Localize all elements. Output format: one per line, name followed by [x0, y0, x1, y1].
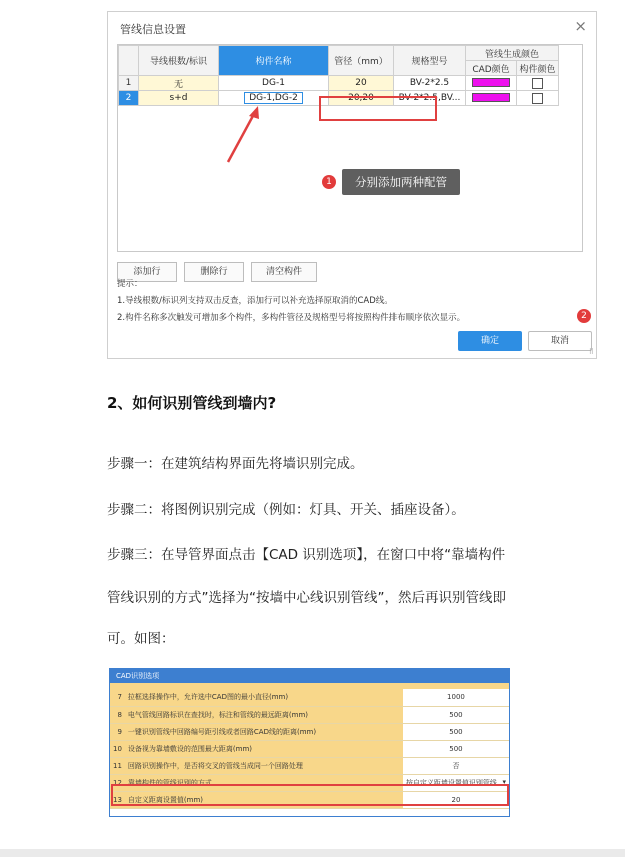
resize-grip-icon[interactable]: ⠿ — [588, 348, 594, 356]
chevron-down-icon: ▾ — [502, 777, 506, 786]
ok-button[interactable]: 确定 — [458, 331, 522, 351]
bottom-bar — [0, 849, 625, 857]
option-label: 靠墙构件的管线识别的方式 — [125, 774, 403, 791]
cell-wires[interactable]: 无 — [139, 76, 219, 91]
row-number: 12 — [110, 774, 125, 791]
step-one-text: 步骤一：在建筑结构界面先将墙识别完成。 — [107, 456, 364, 472]
row-number: 2 — [119, 91, 139, 106]
step-two-text: 步骤二：将图例识别完成（例如：灯具、开关、插座设备）。 — [107, 502, 465, 518]
step-three-text-1: 步骤三：在导管界面点击【CAD 识别选项】，在窗口中将“靠墙构件 — [107, 547, 506, 563]
row-number: 11 — [110, 757, 125, 774]
header-cad-color: CAD颜色 — [466, 61, 517, 76]
step-badge-1: 1 — [322, 175, 336, 189]
pipe-info-dialog — [107, 11, 597, 359]
callout-tip: 分别添加两种配管 — [342, 169, 460, 195]
hint-line-1: 1.导线根数/标识列支持双击反查，添加行可以补充选择原取消的CAD线。 — [117, 296, 393, 306]
highlight-box — [111, 784, 509, 806]
option-label: 回路识别操作中，是否将交叉的管线当成同一个回路处理 — [125, 757, 403, 774]
table-row[interactable] — [110, 723, 509, 740]
row-number: 10 — [110, 740, 125, 757]
row-number: 7 — [110, 689, 125, 706]
option-value[interactable]: 否 — [403, 757, 509, 774]
add-row-button[interactable]: 添加行 — [117, 262, 177, 282]
header-comp-color: 构件颜色 — [517, 61, 559, 76]
close-icon[interactable]: × — [574, 17, 587, 35]
table-row[interactable] — [110, 757, 509, 774]
option-value[interactable]: 1000 — [403, 689, 509, 706]
option-label: 拉框选择操作中，允许选中CAD图的最小直径(mm) — [125, 689, 403, 706]
cad-options-screenshot — [109, 668, 510, 817]
option-label: 电气管线回路标识在查找时，标注和管线的最远距离(mm) — [125, 706, 403, 723]
cell-spec[interactable]: BV-2*2.5,BV... — [394, 91, 466, 106]
select-value: 按自定义距墙设置值识别管线 — [405, 778, 497, 787]
header-color-group: 管线生成颜色 — [466, 46, 559, 61]
cell-components[interactable]: DG-1 — [219, 76, 329, 91]
cad-options-title: CAD识别选项 — [110, 669, 509, 683]
cell-diameter[interactable]: 20,20 — [329, 91, 394, 106]
option-value[interactable]: 500 — [403, 723, 509, 740]
cell-spec[interactable]: BV-2*2.5 — [394, 76, 466, 91]
cell-wires[interactable]: s+d — [139, 91, 219, 106]
row-number: 1 — [119, 76, 139, 91]
option-value[interactable]: 500 — [403, 740, 509, 757]
table-row[interactable] — [110, 706, 509, 723]
delete-row-button[interactable]: 删除行 — [184, 262, 244, 282]
option-label: 自定义距离设置值(mm) — [125, 791, 403, 808]
components-editor[interactable]: DG-1,DG-2 — [244, 92, 303, 104]
header-wires: 导线根数/标识 — [139, 46, 219, 76]
row-number: 9 — [110, 723, 125, 740]
dialog-title: 管线信息设置 — [120, 23, 186, 36]
row-number: 8 — [110, 706, 125, 723]
header-components[interactable]: 构件名称 — [219, 46, 329, 76]
row-number: 13 — [110, 791, 125, 808]
cell-diameter[interactable]: 20 — [329, 76, 394, 91]
header-spec: 规格型号 — [394, 46, 466, 76]
option-value[interactable]: 500 — [403, 706, 509, 723]
step-three-text-2: 管线识别的方式”选择为“按墙中心线识别管线”，然后再识别管线即 — [107, 590, 506, 606]
option-label: 一键识别管线中回路编号距引线或者回路CAD线的距离(mm) — [125, 723, 403, 740]
hint-title: 提示： — [117, 279, 143, 289]
section-heading: 2、如何识别管线到墙内? — [107, 394, 277, 412]
header-diameter: 管径（mm） — [329, 46, 394, 76]
step-badge-2: 2 — [577, 309, 591, 323]
option-label: 设备视为靠墙敷设的范围最大距离(mm) — [125, 740, 403, 757]
clear-components-button[interactable]: 清空构件 — [251, 262, 317, 282]
option-value[interactable]: 20 — [403, 791, 509, 808]
table-row[interactable] — [110, 689, 509, 706]
cancel-button[interactable]: 取消 — [528, 331, 592, 351]
hint-line-2: 2.构件名称多次触发可增加多个构件，多构件管径及规格型号将按照构件排布顺序依次显示。 — [117, 313, 466, 323]
table-row[interactable] — [110, 740, 509, 757]
step-three-text-3: 可。如图： — [107, 631, 175, 647]
